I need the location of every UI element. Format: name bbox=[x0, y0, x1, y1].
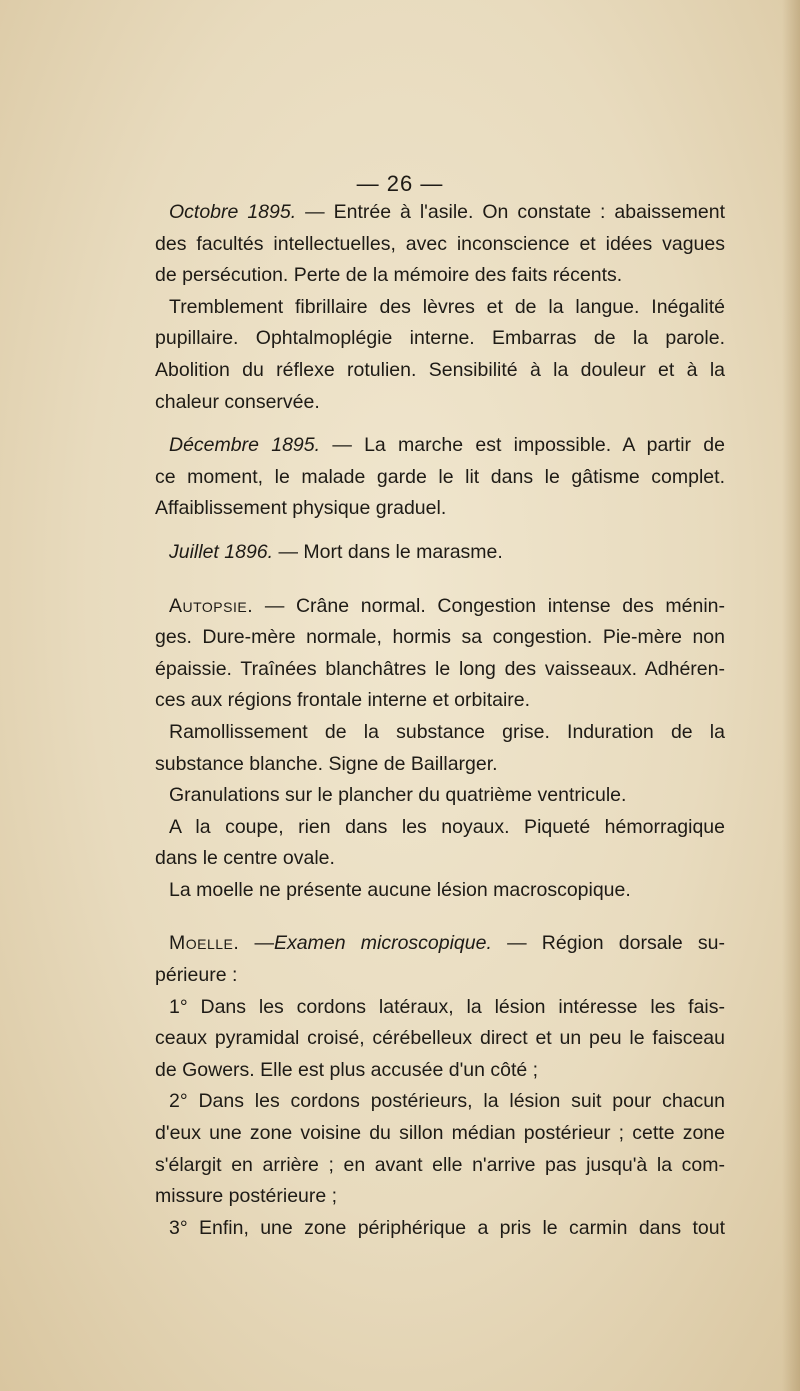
paragraph-ramollissement: Ramollissement de la substance grise. Induration de la substance blanche. Signe de Baillarger. bbox=[155, 720, 725, 775]
paragraph-moelle-macro: La moelle ne présente aucune lésion macroscopique. bbox=[169, 878, 631, 901]
section-heading: Moelle. bbox=[169, 932, 240, 955]
paragraph-item-3: 3° Enfin, une zone périphérique a pris le carmin dans tout bbox=[169, 1216, 725, 1239]
paragraph-autopsie: Autopsie. — Crâne normal. Congestion intense des ménin- ges. Dure-mère normale, hormis sa congestion. Pie-mère non épaissie. Traînées blanchâtres le long des vaisseaux. Adhéren- ces aux régions frontale interne et orbitaire. bbox=[155, 594, 726, 712]
section-heading: Autopsie. bbox=[169, 594, 254, 617]
paragraph-item-2: 2° Dans les cordons postérieurs, la lésion suit pour chacun d'eux une zone voisine du sillon médian postérieur ; cette zone s'élargit en arrière ; en avant elle n'arrive pas jusqu'à la com- missure postérieure ; bbox=[155, 1090, 725, 1208]
subsection-heading: Examen microscopique. bbox=[274, 932, 492, 955]
paragraph-juillet-1896: Juillet 1896. — Mort dans le marasme. bbox=[169, 540, 503, 563]
paragraph-octobre-1895: Octobre 1895. — Entrée à l'asile. On constate : abaissement des facultés intellectuelles, avec inconscience et idées vagues de persécution. Perte de la mémoire des faits récents. bbox=[155, 201, 725, 287]
page-edge-shadow bbox=[782, 0, 800, 1391]
paragraph-item-1: 1° Dans les cordons latéraux, la lésion intéresse les fais- ceaux pyramidal croisé, cérébelleux direct et un peu le faisceau de Gowers. Elle est plus accusée d'un côté ; bbox=[155, 995, 725, 1081]
paragraph-granulations: Granulations sur le plancher du quatrième ventricule. bbox=[169, 784, 627, 807]
date-label: Octobre 1895. bbox=[169, 201, 297, 223]
date-label: Décembre 1895. bbox=[169, 434, 321, 457]
paragraph-coupe: A la coupe, rien dans les noyaux. Piqueté hémorragique dans le centre ovale. bbox=[155, 815, 725, 870]
paragraph-moelle-micro: Moelle. —Examen microscopique. — Région dorsale su- périeure : bbox=[155, 932, 726, 987]
paragraph-symptoms: Tremblement fibrillaire des lèvres et de la langue. Inégalité pupillaire. Ophtalmoplégie interne. Embarras de la parole. Abolition du réflexe rotulien. Sensibilité à la douleur et à la chaleur conservée. bbox=[155, 295, 725, 413]
page-number: — 26 — bbox=[356, 171, 444, 196]
paragraph-decembre-1895: Décembre 1895. — La marche est impossible. A partir de ce moment, le malade garde le lit dans le gâtisme complet. Affaiblissement physique graduel. bbox=[155, 434, 725, 520]
date-label: Juillet 1896. bbox=[169, 540, 274, 563]
body-text bbox=[155, 197, 725, 1244]
